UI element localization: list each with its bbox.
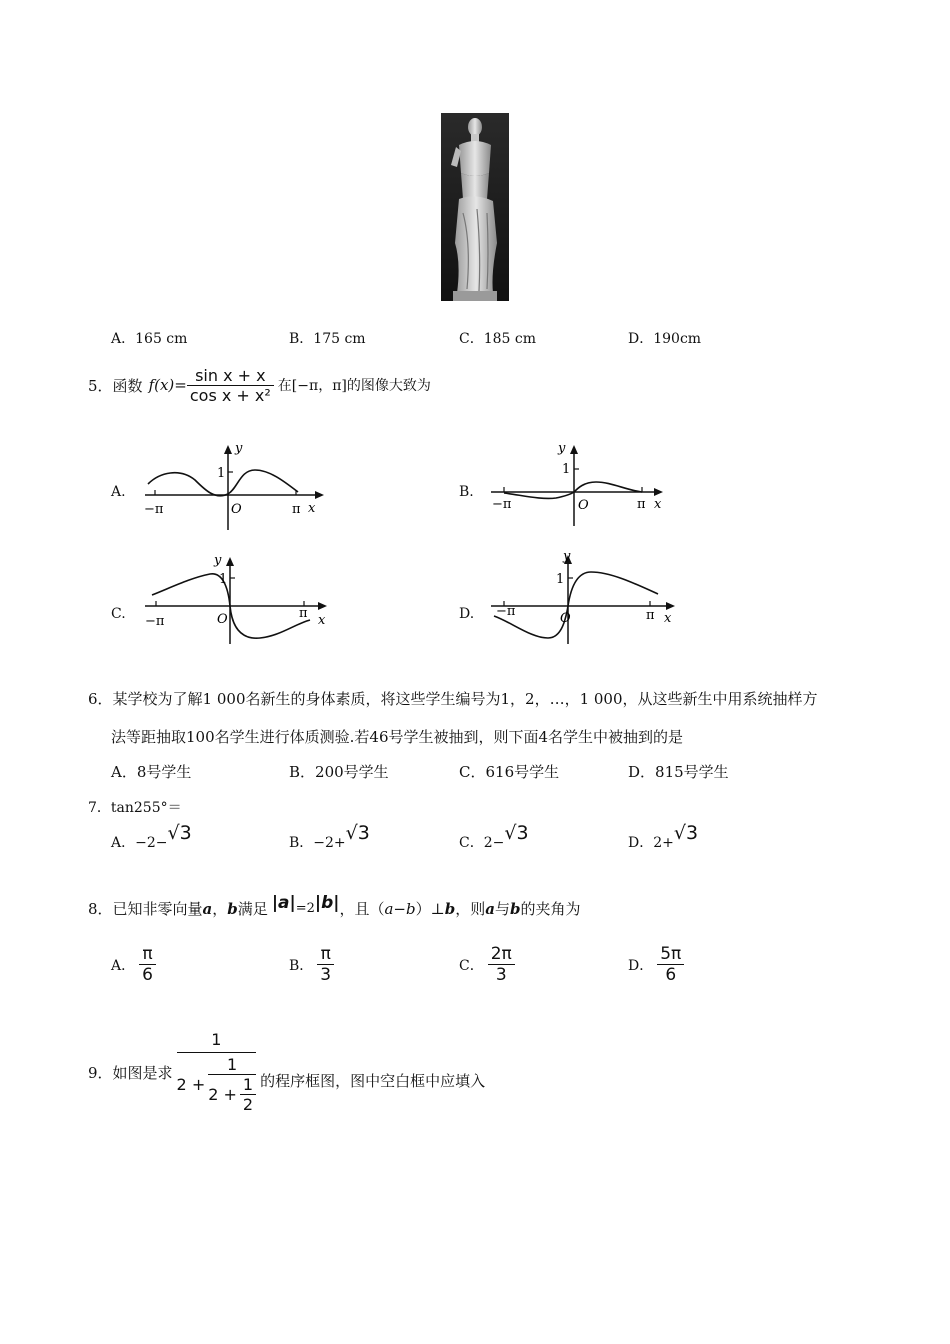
q4-option-b: B．175 cm xyxy=(289,331,366,347)
q5-graph-c xyxy=(140,548,330,648)
sqrt-3: √3 xyxy=(345,822,370,844)
q5-fraction xyxy=(187,366,274,405)
q6-option-d: D．815号学生 xyxy=(628,763,729,781)
q8-option-d: D． $\frac{5\pi}{6}$ xyxy=(628,944,684,985)
q5-c-pos: π xyxy=(299,606,308,621)
sqrt-3: √3 xyxy=(167,822,192,844)
q9-suffix: 的程序框图，图中空白框中应填入 xyxy=(260,1071,486,1090)
q5-d-o: O xyxy=(560,611,571,626)
q5-b-one: 1 xyxy=(562,462,571,477)
q5-c-neg: −π xyxy=(145,614,165,629)
q5-a-o: O xyxy=(231,502,242,517)
q7-option-d: D．2+√3 xyxy=(628,822,699,851)
q9-stem xyxy=(88,1030,485,1114)
q8-stem: 8．已知非零向量 a ， b 满足 |a| =2 |b| ，且（ a−b ）⊥ b ，则 a 与 b 的夹角为 xyxy=(88,892,581,918)
q5-d-y: y xyxy=(563,549,571,564)
statue-image xyxy=(441,113,509,301)
q5-a-one: 1 xyxy=(217,466,226,481)
q5-graph-d xyxy=(486,546,681,646)
q5-graph-d-letter: D. xyxy=(459,606,475,622)
q5-graph-c-letter: C. xyxy=(111,606,126,622)
q5-fx: f(x)= xyxy=(148,376,187,394)
q5-d-x: x xyxy=(664,611,672,626)
q5-c-one: 1 xyxy=(219,572,228,587)
q7-option-b: B．−2+√3 xyxy=(289,822,370,851)
q4-option-a: A．165 cm xyxy=(111,331,188,347)
q5-d-neg: −π xyxy=(496,604,516,619)
q5-c-y: y xyxy=(214,553,222,568)
q5-denominator: cos x + x² xyxy=(189,385,271,405)
q5-b-neg: −π xyxy=(492,497,512,512)
q5-suffix: 在[−π，π]的图像大致为 xyxy=(277,378,431,394)
q5-a-neg: −π xyxy=(144,502,164,517)
q5-graph-a-letter: A. xyxy=(111,484,126,500)
q5-b-x: x xyxy=(654,497,662,512)
q8-option-a: A． $\frac{\pi}{6}$ xyxy=(111,944,156,985)
q9-continued-fraction: 1 2 + 1 2 + $\frac{1}{2}$ xyxy=(177,1030,257,1114)
q8-option-b: B． $\frac{\pi}{3}$ xyxy=(289,944,334,985)
q6-option-a: A．8号学生 xyxy=(111,763,192,781)
q5-graph-b-letter: B. xyxy=(459,484,474,500)
q5-c-o: O xyxy=(217,612,228,627)
q5-c-x: x xyxy=(318,613,326,628)
q6-option-b: B．200号学生 xyxy=(289,763,389,781)
q5-numerator: sin x + x xyxy=(195,365,266,385)
q5-b-o: O xyxy=(578,498,589,513)
q5-stem xyxy=(88,360,431,410)
q5-graph-a xyxy=(140,440,330,532)
q7-option-a: A．−2−√3 xyxy=(111,822,192,851)
abs-b: |b| xyxy=(314,892,340,913)
q5-a-x: x xyxy=(308,501,316,516)
q5-d-pos: π xyxy=(646,608,655,623)
q5-d-one: 1 xyxy=(556,572,565,587)
sqrt-3: √3 xyxy=(504,822,529,844)
q5-prefix: 函数 xyxy=(112,376,143,395)
q5-number: 5． xyxy=(88,376,113,395)
q5-graph-b xyxy=(486,440,676,532)
q4-option-c: C．185 cm xyxy=(459,331,537,347)
q5-a-pos: π xyxy=(292,502,301,517)
q9-prefix: 9．如图是求 xyxy=(88,1063,173,1082)
q6-stem-line1: 6．某学校为了解1 000名新生的身体素质，将这些学生编号为1，2，…，1 000，从这些新生中用系统抽样方 xyxy=(88,690,818,708)
q4-option-d: D．190cm xyxy=(628,331,702,347)
q6-option-c: C．616号学生 xyxy=(459,763,560,781)
abs-a: |a| xyxy=(271,892,296,913)
q5-b-pos: π xyxy=(637,497,646,512)
q7-stem: 7．tan255°＝ xyxy=(88,800,182,816)
q5-a-y: y xyxy=(235,441,243,456)
q5-b-y: y xyxy=(558,441,566,456)
q7-option-c: C．2−√3 xyxy=(459,822,529,851)
q6-stem-line2: 法等距抽取100名学生进行体质测验.若46号学生被抽到，则下面4名学生中被抽到的是 xyxy=(111,728,684,746)
sqrt-3: √3 xyxy=(673,822,699,844)
q8-option-c: C． $\frac{2\pi}{3}$ xyxy=(459,944,515,985)
